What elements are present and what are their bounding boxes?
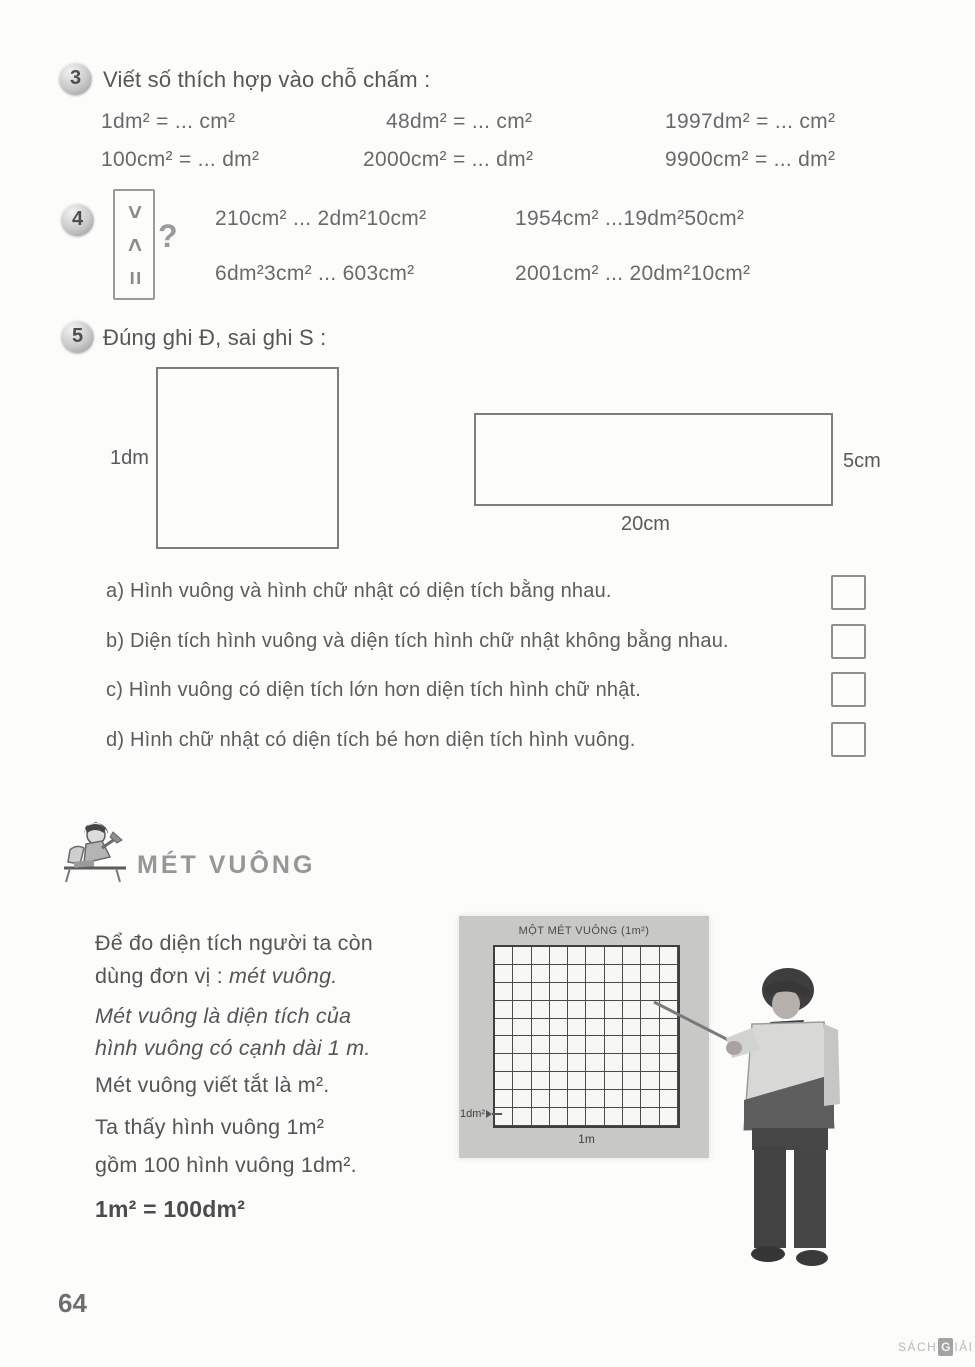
- grid-cell: [495, 965, 513, 983]
- answer-box-a: [831, 575, 866, 610]
- grid-cell: [550, 1036, 568, 1054]
- ex3-item: 2000cm² = ... dm²: [363, 148, 534, 171]
- lesson-intro-2-term: mét vuông.: [229, 964, 338, 988]
- answer-box-d: [831, 722, 866, 757]
- less-than-sign: <: [120, 237, 148, 252]
- rectangle-figure: [474, 413, 833, 506]
- grid-cell: [495, 1019, 513, 1037]
- statement-d: d) Hình chữ nhật có diện tích bé hơn diện tích hình vuông.: [106, 729, 636, 751]
- ex4-item: 210cm² ... 2dm²10cm²: [215, 207, 427, 230]
- grid-cell: [568, 947, 586, 965]
- grid-cell: [550, 1001, 568, 1019]
- lesson-definition-1: Mét vuông là diện tích của: [95, 1004, 352, 1028]
- grid-cell: [495, 1090, 513, 1108]
- grid-cell: [513, 1090, 531, 1108]
- ex3-item: 48dm² = ... cm²: [386, 110, 533, 133]
- watermark-suffix: IẢI: [954, 1340, 974, 1354]
- lesson-observe-1: Ta thấy hình vuông 1m²: [95, 1115, 325, 1139]
- lesson-text-line: [95, 931, 373, 956]
- question-mark: ?: [158, 218, 178, 254]
- grid-cell: [550, 983, 568, 1001]
- comparison-signs-box: [113, 189, 155, 300]
- exercise-5-badge: 5: [61, 320, 94, 353]
- writing-child-icon: [60, 818, 136, 890]
- ex4-item: 2001cm² ... 20dm²10cm²: [515, 262, 751, 285]
- greater-than-sign: >: [120, 204, 148, 219]
- grid-cell: [568, 1108, 586, 1126]
- page-number: 64: [58, 1288, 87, 1318]
- grid-cell: [513, 1108, 531, 1126]
- rect-width-label: 20cm: [621, 513, 670, 535]
- cell-arrow-line: [492, 1113, 502, 1115]
- grid-cell: [568, 1054, 586, 1072]
- lesson-intro-2: dùng đơn vị :: [95, 964, 230, 988]
- grid-cell: [550, 965, 568, 983]
- grid-cell: [495, 1054, 513, 1072]
- student-photo: [600, 958, 890, 1298]
- dm-cell-label-text: 1dm²: [460, 1108, 486, 1120]
- lesson-formula: 1m² = 100dm²: [95, 1196, 246, 1222]
- grid-cell: [532, 1001, 550, 1019]
- grid-cell: [550, 1090, 568, 1108]
- grid-cell: [532, 1036, 550, 1054]
- grid-cell: [532, 1090, 550, 1108]
- grid-cell: [568, 1019, 586, 1037]
- grid-cell: [495, 1036, 513, 1054]
- exercise-4-badge: 4: [61, 203, 94, 236]
- grid-cell: [550, 947, 568, 965]
- grid-cell: [513, 1001, 531, 1019]
- grid-cell: [495, 1072, 513, 1090]
- statement-b: b) Diện tích hình vuông và diện tích hình chữ nhật không bằng nhau.: [106, 630, 729, 652]
- grid-cell: [495, 947, 513, 965]
- grid-cell: [532, 1108, 550, 1126]
- exercise-3-badge: 3: [59, 62, 92, 95]
- ex4-item: 6dm²3cm² ... 603cm²: [215, 262, 415, 285]
- ex3-item: 9900cm² = ... dm²: [665, 148, 836, 171]
- grid-cell: [568, 1036, 586, 1054]
- equals-sign: =: [120, 270, 148, 285]
- section-title: MÉT VUÔNG: [137, 851, 316, 879]
- ex3-item: 1dm² = ... cm²: [101, 110, 236, 133]
- square-side-label: 1dm: [110, 447, 149, 469]
- meter-side-label: 1m: [578, 1132, 595, 1146]
- grid-cell: [513, 965, 531, 983]
- grid-cell: [532, 947, 550, 965]
- grid-cell: [568, 1072, 586, 1090]
- grid-cell: [532, 1054, 550, 1072]
- grid-cell: [532, 1019, 550, 1037]
- lesson-observe-2: gồm 100 hình vuông 1dm².: [95, 1153, 357, 1177]
- lesson-abbreviation: Mét vuông viết tắt là m².: [95, 1073, 330, 1097]
- grid-cell: [532, 983, 550, 1001]
- publisher-watermark: [898, 1338, 974, 1356]
- answer-box-c: [831, 672, 866, 707]
- ex4-item: 1954cm² ...19dm²50cm²: [515, 207, 745, 230]
- ex3-item: 100cm² = ... dm²: [101, 148, 260, 171]
- grid-cell: [568, 1001, 586, 1019]
- grid-cell: [513, 947, 531, 965]
- grid-cell: [495, 983, 513, 1001]
- grid-cell: [550, 1108, 568, 1126]
- lesson-text-line: [95, 964, 337, 989]
- lesson-intro-1: Để đo diện tích người ta còn: [95, 931, 373, 955]
- illustration-title: MỘT MÉT VUÔNG (1m²): [518, 925, 650, 937]
- exercise-5-title: Đúng ghi Đ, sai ghi S :: [103, 325, 327, 350]
- grid-cell: [568, 965, 586, 983]
- square-figure: [156, 367, 339, 549]
- grid-cell: [568, 1090, 586, 1108]
- grid-cell: [513, 1036, 531, 1054]
- grid-cell: [513, 1019, 531, 1037]
- grid-cell: [513, 1072, 531, 1090]
- watermark-prefix: SÁCH: [898, 1340, 938, 1354]
- exercise-3-title: Viết số thích hợp vào chỗ chấm :: [103, 67, 431, 92]
- grid-cell: [550, 1072, 568, 1090]
- dm-cell-label: [460, 1108, 502, 1120]
- grid-cell: [513, 1054, 531, 1072]
- grid-cell: [495, 1001, 513, 1019]
- grid-cell: [532, 965, 550, 983]
- answer-box-b: [831, 624, 866, 659]
- ex3-item: 1997dm² = ... cm²: [665, 110, 836, 133]
- grid-cell: [532, 1072, 550, 1090]
- lesson-definition-2: hình vuông có cạnh dài 1 m.: [95, 1036, 371, 1060]
- grid-cell: [568, 983, 586, 1001]
- grid-cell: [550, 1019, 568, 1037]
- statement-a: a) Hình vuông và hình chữ nhật có diện tích bằng nhau.: [106, 580, 612, 602]
- grid-cell: [513, 983, 531, 1001]
- watermark-logo: G: [938, 1338, 953, 1356]
- statement-c: c) Hình vuông có diện tích lớn hơn diện tích hình chữ nhật.: [106, 679, 642, 701]
- grid-cell: [550, 1054, 568, 1072]
- rect-height-label: 5cm: [843, 450, 881, 472]
